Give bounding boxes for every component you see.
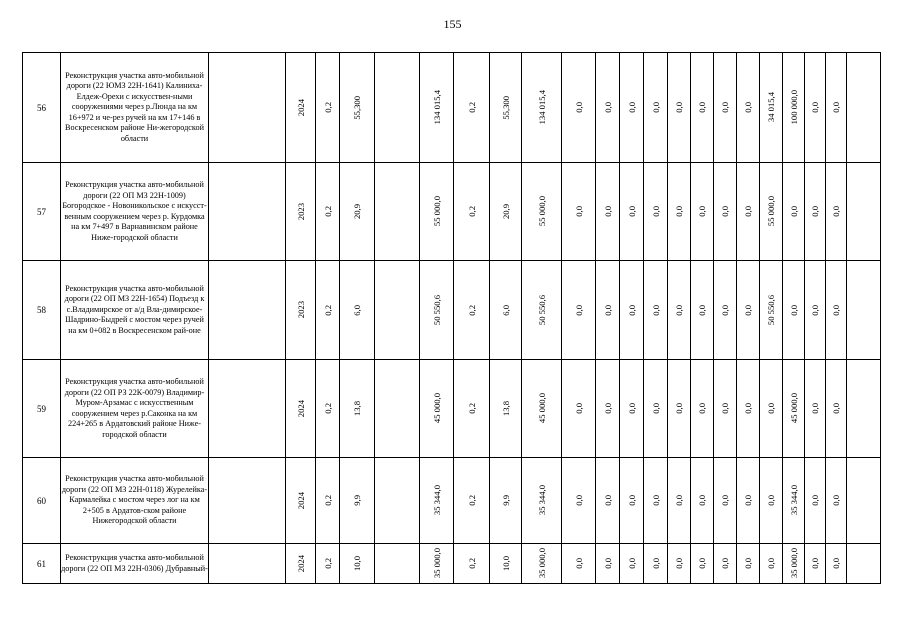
value-cell-text: 0,0	[573, 304, 584, 316]
value-cell-text: 0,0	[810, 206, 820, 217]
object-description: Реконструкция участка авто-мобильной дороги (22 ОП МЗ 22Н-0118) Журелейка-Кармалейка с мостом через лог на км 2+505 в Ардатов-ском районе Нижегородской области	[61, 458, 209, 544]
value-cell	[714, 360, 737, 458]
area-cell	[490, 53, 522, 163]
area-cell-text: 20,9	[500, 203, 511, 220]
empty-cell	[847, 458, 881, 544]
value-cell	[620, 163, 644, 261]
value-cell	[562, 53, 596, 163]
value-cell	[596, 360, 620, 458]
value-cell	[737, 261, 760, 360]
value-cell	[805, 544, 826, 584]
year-cell-text: 2024	[295, 399, 306, 418]
object-description: Реконструкция участка авто-мобильной дороги (22 ОП МЗ 22Н-0306) Дубравный-	[61, 544, 209, 584]
value-cell	[596, 53, 620, 163]
value-cell	[562, 261, 596, 360]
row-number: 59	[23, 360, 61, 458]
year-cell-text: 2023	[295, 202, 306, 221]
cost-cell-text: 50 550,6	[431, 294, 442, 326]
cost-cell	[420, 458, 454, 544]
value-cell-text: 0,0	[810, 403, 820, 414]
cost-cell-text: 134 015,4	[431, 90, 442, 125]
value-cell-text: 0,0	[674, 206, 684, 217]
value-cell	[714, 458, 737, 544]
value-cell	[714, 261, 737, 360]
length-cell	[454, 544, 490, 584]
length-cell-text: 0,2	[322, 495, 333, 506]
value-cell-text: 0,0	[697, 102, 707, 113]
value-cell	[691, 360, 714, 458]
value-cell	[691, 53, 714, 163]
value-cell-text: 0,0	[831, 304, 841, 316]
value-cell-text: 0,0	[766, 403, 776, 414]
value-cell	[620, 544, 644, 584]
value-cell-text: 45 000,0	[788, 393, 799, 424]
length-cell	[454, 163, 490, 261]
value-cell-text: 0,0	[626, 403, 637, 414]
area-cell	[340, 163, 375, 261]
value-cell	[805, 163, 826, 261]
value-cell	[826, 53, 847, 163]
value-cell	[596, 544, 620, 584]
value-cell	[644, 261, 668, 360]
year-cell	[286, 53, 316, 163]
value-cell	[562, 544, 596, 584]
empty-cell	[209, 53, 286, 163]
value-cell	[737, 544, 760, 584]
object-description: Реконструкция участка авто-мобильной дороги (22 ОП РЗ 22К-0079) Владимир-Муром-Арзамас с искусственным сооружением через р.Саконка на км 224+265 в Ардатовский районе Ниже-городской области	[61, 360, 209, 458]
value-cell	[644, 458, 668, 544]
value-cell	[596, 458, 620, 544]
value-cell-text: 0,0	[697, 403, 707, 414]
area-cell-text: 55,300	[352, 95, 362, 120]
value-cell-text: 0,0	[720, 206, 730, 217]
value-cell-text: 0,0	[602, 558, 613, 569]
cost-cell-text: 55 000,0	[431, 196, 442, 227]
value-cell-text: 0,0	[650, 206, 661, 217]
value-cell-text: 0,0	[788, 304, 799, 316]
area-cell-text: 13,8	[352, 400, 362, 417]
empty-cell	[375, 53, 420, 163]
length-cell-text: 0,2	[466, 403, 477, 414]
cost-cell-text: 35 344,0	[536, 485, 547, 516]
value-cell-text: 0,0	[626, 558, 637, 569]
empty-cell	[375, 261, 420, 360]
cost-cell-text: 35 000,0	[536, 548, 547, 579]
empty-cell	[209, 360, 286, 458]
value-cell-text: 0,0	[626, 206, 637, 217]
area-cell	[490, 261, 522, 360]
value-cell-text: 0,0	[626, 102, 637, 113]
value-cell	[691, 458, 714, 544]
value-cell	[668, 261, 691, 360]
value-cell-text: 0,0	[650, 304, 661, 316]
length-cell-text: 0,2	[466, 102, 477, 113]
area-cell	[340, 458, 375, 544]
length-cell	[454, 458, 490, 544]
value-cell	[760, 544, 783, 584]
object-description: Реконструкция участка авто-мобильной дороги (22 ОП МЗ 22Н-1009) Богородское - Новоникольское с искусст-венным сооружением через р. Курдомка на км 7+497 в Варнавинском районе Ниже-городской области	[61, 163, 209, 261]
value-cell-text: 0,0	[573, 495, 584, 506]
table-row	[23, 360, 881, 458]
length-cell	[454, 53, 490, 163]
value-cell	[737, 458, 760, 544]
area-cell-text: 13,8	[500, 400, 511, 417]
empty-cell	[847, 53, 881, 163]
area-cell	[340, 53, 375, 163]
value-cell-text: 0,0	[743, 206, 753, 217]
value-cell	[783, 360, 805, 458]
value-cell	[596, 163, 620, 261]
value-cell	[644, 360, 668, 458]
length-cell	[316, 261, 340, 360]
value-cell-text: 0,0	[831, 102, 841, 113]
cost-cell	[420, 53, 454, 163]
value-cell	[760, 458, 783, 544]
cost-cell-text: 45 000,0	[536, 393, 547, 424]
length-cell-text: 0,2	[466, 558, 477, 569]
value-cell	[691, 544, 714, 584]
value-cell-text: 0,0	[831, 403, 841, 414]
area-cell-text: 55,300	[500, 95, 511, 120]
area-cell-text: 9,9	[500, 495, 511, 506]
area-cell	[340, 261, 375, 360]
area-cell-text: 9,9	[352, 495, 362, 506]
value-cell	[562, 163, 596, 261]
value-cell-text: 0,0	[674, 304, 684, 316]
value-cell	[805, 458, 826, 544]
value-cell	[620, 53, 644, 163]
value-cell	[783, 53, 805, 163]
cost-cell	[522, 163, 562, 261]
cost-cell-text: 55 000,0	[536, 196, 547, 227]
area-cell	[340, 360, 375, 458]
value-cell	[668, 53, 691, 163]
empty-cell	[375, 544, 420, 584]
area-cell	[490, 360, 522, 458]
value-cell	[783, 261, 805, 360]
value-cell-text: 0,0	[626, 304, 637, 316]
value-cell-text: 0,0	[766, 495, 776, 506]
year-cell-text: 2024	[295, 98, 306, 117]
area-cell-text: 20,9	[352, 203, 362, 220]
area-cell-text: 6,0	[500, 304, 511, 316]
empty-cell	[847, 360, 881, 458]
cost-cell-text: 134 015,4	[536, 90, 547, 125]
value-cell	[760, 163, 783, 261]
cost-cell	[522, 53, 562, 163]
value-cell-text: 55 000,0	[766, 196, 776, 227]
value-cell-text: 0,0	[626, 495, 637, 506]
cost-cell	[420, 544, 454, 584]
value-cell-text: 0,0	[602, 403, 613, 414]
cost-cell	[522, 458, 562, 544]
value-cell-text: 0,0	[810, 558, 820, 569]
empty-cell	[847, 261, 881, 360]
row-number: 57	[23, 163, 61, 261]
value-cell	[562, 458, 596, 544]
area-cell-text: 6,0	[352, 304, 362, 316]
length-cell	[454, 261, 490, 360]
value-cell	[620, 261, 644, 360]
empty-cell	[375, 458, 420, 544]
value-cell-text: 0,0	[573, 206, 584, 217]
value-cell-text: 0,0	[602, 495, 613, 506]
data-table	[22, 52, 881, 584]
page-number: 155	[443, 17, 462, 31]
length-cell	[316, 458, 340, 544]
area-cell-text: 10,0	[352, 555, 362, 572]
value-cell-text: 0,0	[602, 304, 613, 316]
object-description: Реконструкция участка авто-мобильной дороги (22 ЮМЗ 22Н-1641) Калиниха-Елдеж-Орехи с искусствен-ными сооружениями через р.Люнда на км 16+972 и че-рез ручей на км 17+146 в Воскресенском районе Ни-жегородской области	[61, 53, 209, 163]
cost-cell	[522, 261, 562, 360]
year-cell	[286, 360, 316, 458]
value-cell-text: 0,0	[650, 102, 661, 113]
area-cell	[490, 458, 522, 544]
value-cell-text: 0,0	[831, 495, 841, 506]
area-cell-text: 10,0	[500, 555, 511, 572]
value-cell-text: 0,0	[743, 304, 753, 316]
length-cell-text: 0,2	[322, 403, 333, 414]
value-cell-text: 0,0	[674, 495, 684, 506]
length-cell-text: 0,2	[466, 206, 477, 217]
value-cell	[714, 163, 737, 261]
row-number: 56	[23, 53, 61, 163]
value-cell	[714, 53, 737, 163]
value-cell	[668, 544, 691, 584]
value-cell-text: 0,0	[720, 495, 730, 506]
value-cell	[737, 163, 760, 261]
cost-cell	[420, 163, 454, 261]
value-cell-text: 0,0	[650, 403, 661, 414]
value-cell	[805, 360, 826, 458]
value-cell-text: 0,0	[602, 102, 613, 113]
empty-cell	[847, 163, 881, 261]
length-cell-text: 0,2	[322, 102, 333, 113]
length-cell	[454, 360, 490, 458]
area-cell	[340, 544, 375, 584]
value-cell-text: 0,0	[573, 403, 584, 414]
value-cell	[691, 261, 714, 360]
cost-cell	[522, 544, 562, 584]
cost-cell-text: 35 000,0	[431, 548, 442, 579]
value-cell	[620, 458, 644, 544]
year-cell	[286, 544, 316, 584]
value-cell-text: 0,0	[573, 558, 584, 569]
value-cell	[644, 163, 668, 261]
value-cell-text: 0,0	[743, 102, 753, 113]
length-cell-text: 0,2	[322, 206, 333, 217]
value-cell	[644, 544, 668, 584]
value-cell	[620, 360, 644, 458]
cost-cell	[420, 360, 454, 458]
value-cell-text: 0,0	[720, 304, 730, 316]
value-cell	[826, 163, 847, 261]
value-cell-text: 0,0	[810, 304, 820, 316]
value-cell-text: 0,0	[810, 495, 820, 506]
value-cell-text: 35 344,0	[788, 485, 799, 516]
row-number: 60	[23, 458, 61, 544]
value-cell	[562, 360, 596, 458]
value-cell	[783, 163, 805, 261]
value-cell-text: 0,0	[650, 495, 661, 506]
value-cell	[668, 163, 691, 261]
value-cell	[760, 360, 783, 458]
year-cell	[286, 261, 316, 360]
length-cell-text: 0,2	[322, 304, 333, 316]
value-cell-text: 0,0	[720, 558, 730, 569]
value-cell-text: 0,0	[674, 102, 684, 113]
value-cell-text: 0,0	[766, 558, 776, 569]
value-cell	[826, 360, 847, 458]
value-cell	[596, 261, 620, 360]
length-cell-text: 0,2	[322, 558, 333, 569]
row-number: 58	[23, 261, 61, 360]
value-cell-text: 0,0	[697, 206, 707, 217]
length-cell-text: 0,2	[466, 495, 477, 506]
empty-cell	[209, 163, 286, 261]
value-cell	[714, 544, 737, 584]
value-cell-text: 0,0	[720, 403, 730, 414]
value-cell	[737, 360, 760, 458]
value-cell-text: 0,0	[810, 102, 820, 113]
value-cell	[826, 261, 847, 360]
value-cell	[691, 163, 714, 261]
table-row	[23, 53, 881, 163]
year-cell	[286, 163, 316, 261]
empty-cell	[209, 458, 286, 544]
table-row	[23, 544, 881, 584]
empty-cell	[375, 163, 420, 261]
length-cell	[316, 544, 340, 584]
value-cell	[760, 261, 783, 360]
value-cell-text: 0,0	[697, 495, 707, 506]
table-row	[23, 261, 881, 360]
length-cell	[316, 360, 340, 458]
value-cell-text: 50 550,6	[766, 294, 776, 326]
value-cell-text: 34 015,4	[766, 92, 776, 123]
value-cell-text: 100 000,0	[788, 90, 799, 125]
year-cell-text: 2024	[295, 554, 306, 573]
empty-cell	[847, 544, 881, 584]
year-cell	[286, 458, 316, 544]
value-cell-text: 0,0	[743, 558, 753, 569]
value-cell-text: 0,0	[743, 495, 753, 506]
length-cell	[316, 163, 340, 261]
value-cell	[668, 458, 691, 544]
area-cell	[490, 163, 522, 261]
cost-cell	[522, 360, 562, 458]
value-cell-text: 0,0	[674, 403, 684, 414]
value-cell-text: 0,0	[650, 558, 661, 569]
cost-cell-text: 35 344,0	[431, 485, 442, 516]
value-cell-text: 0,0	[743, 403, 753, 414]
empty-cell	[209, 261, 286, 360]
cost-cell-text: 50 550,6	[536, 294, 547, 326]
value-cell	[826, 458, 847, 544]
value-cell	[644, 53, 668, 163]
cost-cell-text: 45 000,0	[431, 393, 442, 424]
value-cell-text: 0,0	[674, 558, 684, 569]
year-cell-text: 2023	[295, 301, 306, 319]
value-cell-text: 0,0	[573, 102, 584, 113]
length-cell	[316, 53, 340, 163]
value-cell-text: 0,0	[697, 558, 707, 569]
value-cell-text: 35 000,0	[788, 548, 799, 579]
table-row	[23, 163, 881, 261]
cost-cell	[420, 261, 454, 360]
value-cell	[805, 261, 826, 360]
value-cell	[826, 544, 847, 584]
value-cell	[805, 53, 826, 163]
length-cell-text: 0,2	[466, 304, 477, 316]
area-cell	[490, 544, 522, 584]
table-row	[23, 458, 881, 544]
value-cell-text: 0,0	[602, 206, 613, 217]
empty-cell	[375, 360, 420, 458]
value-cell	[783, 458, 805, 544]
value-cell-text: 0,0	[788, 206, 799, 217]
value-cell-text: 0,0	[720, 102, 730, 113]
empty-cell	[209, 544, 286, 584]
object-description: Реконструкция участка авто-мобильной дороги (22 ОП МЗ 22Н-1654) Подъезд к с.Владимирское от а/д Вла-димирское-Шадрино-Быдрей с мостом через ручей на км 0+082 в Воскресенском рай-оне	[61, 261, 209, 360]
value-cell	[760, 53, 783, 163]
value-cell-text: 0,0	[831, 206, 841, 217]
year-cell-text: 2024	[295, 491, 306, 510]
row-number: 61	[23, 544, 61, 584]
value-cell-text: 0,0	[697, 304, 707, 316]
value-cell-text: 0,0	[831, 558, 841, 569]
value-cell	[668, 360, 691, 458]
value-cell	[737, 53, 760, 163]
value-cell	[783, 544, 805, 584]
